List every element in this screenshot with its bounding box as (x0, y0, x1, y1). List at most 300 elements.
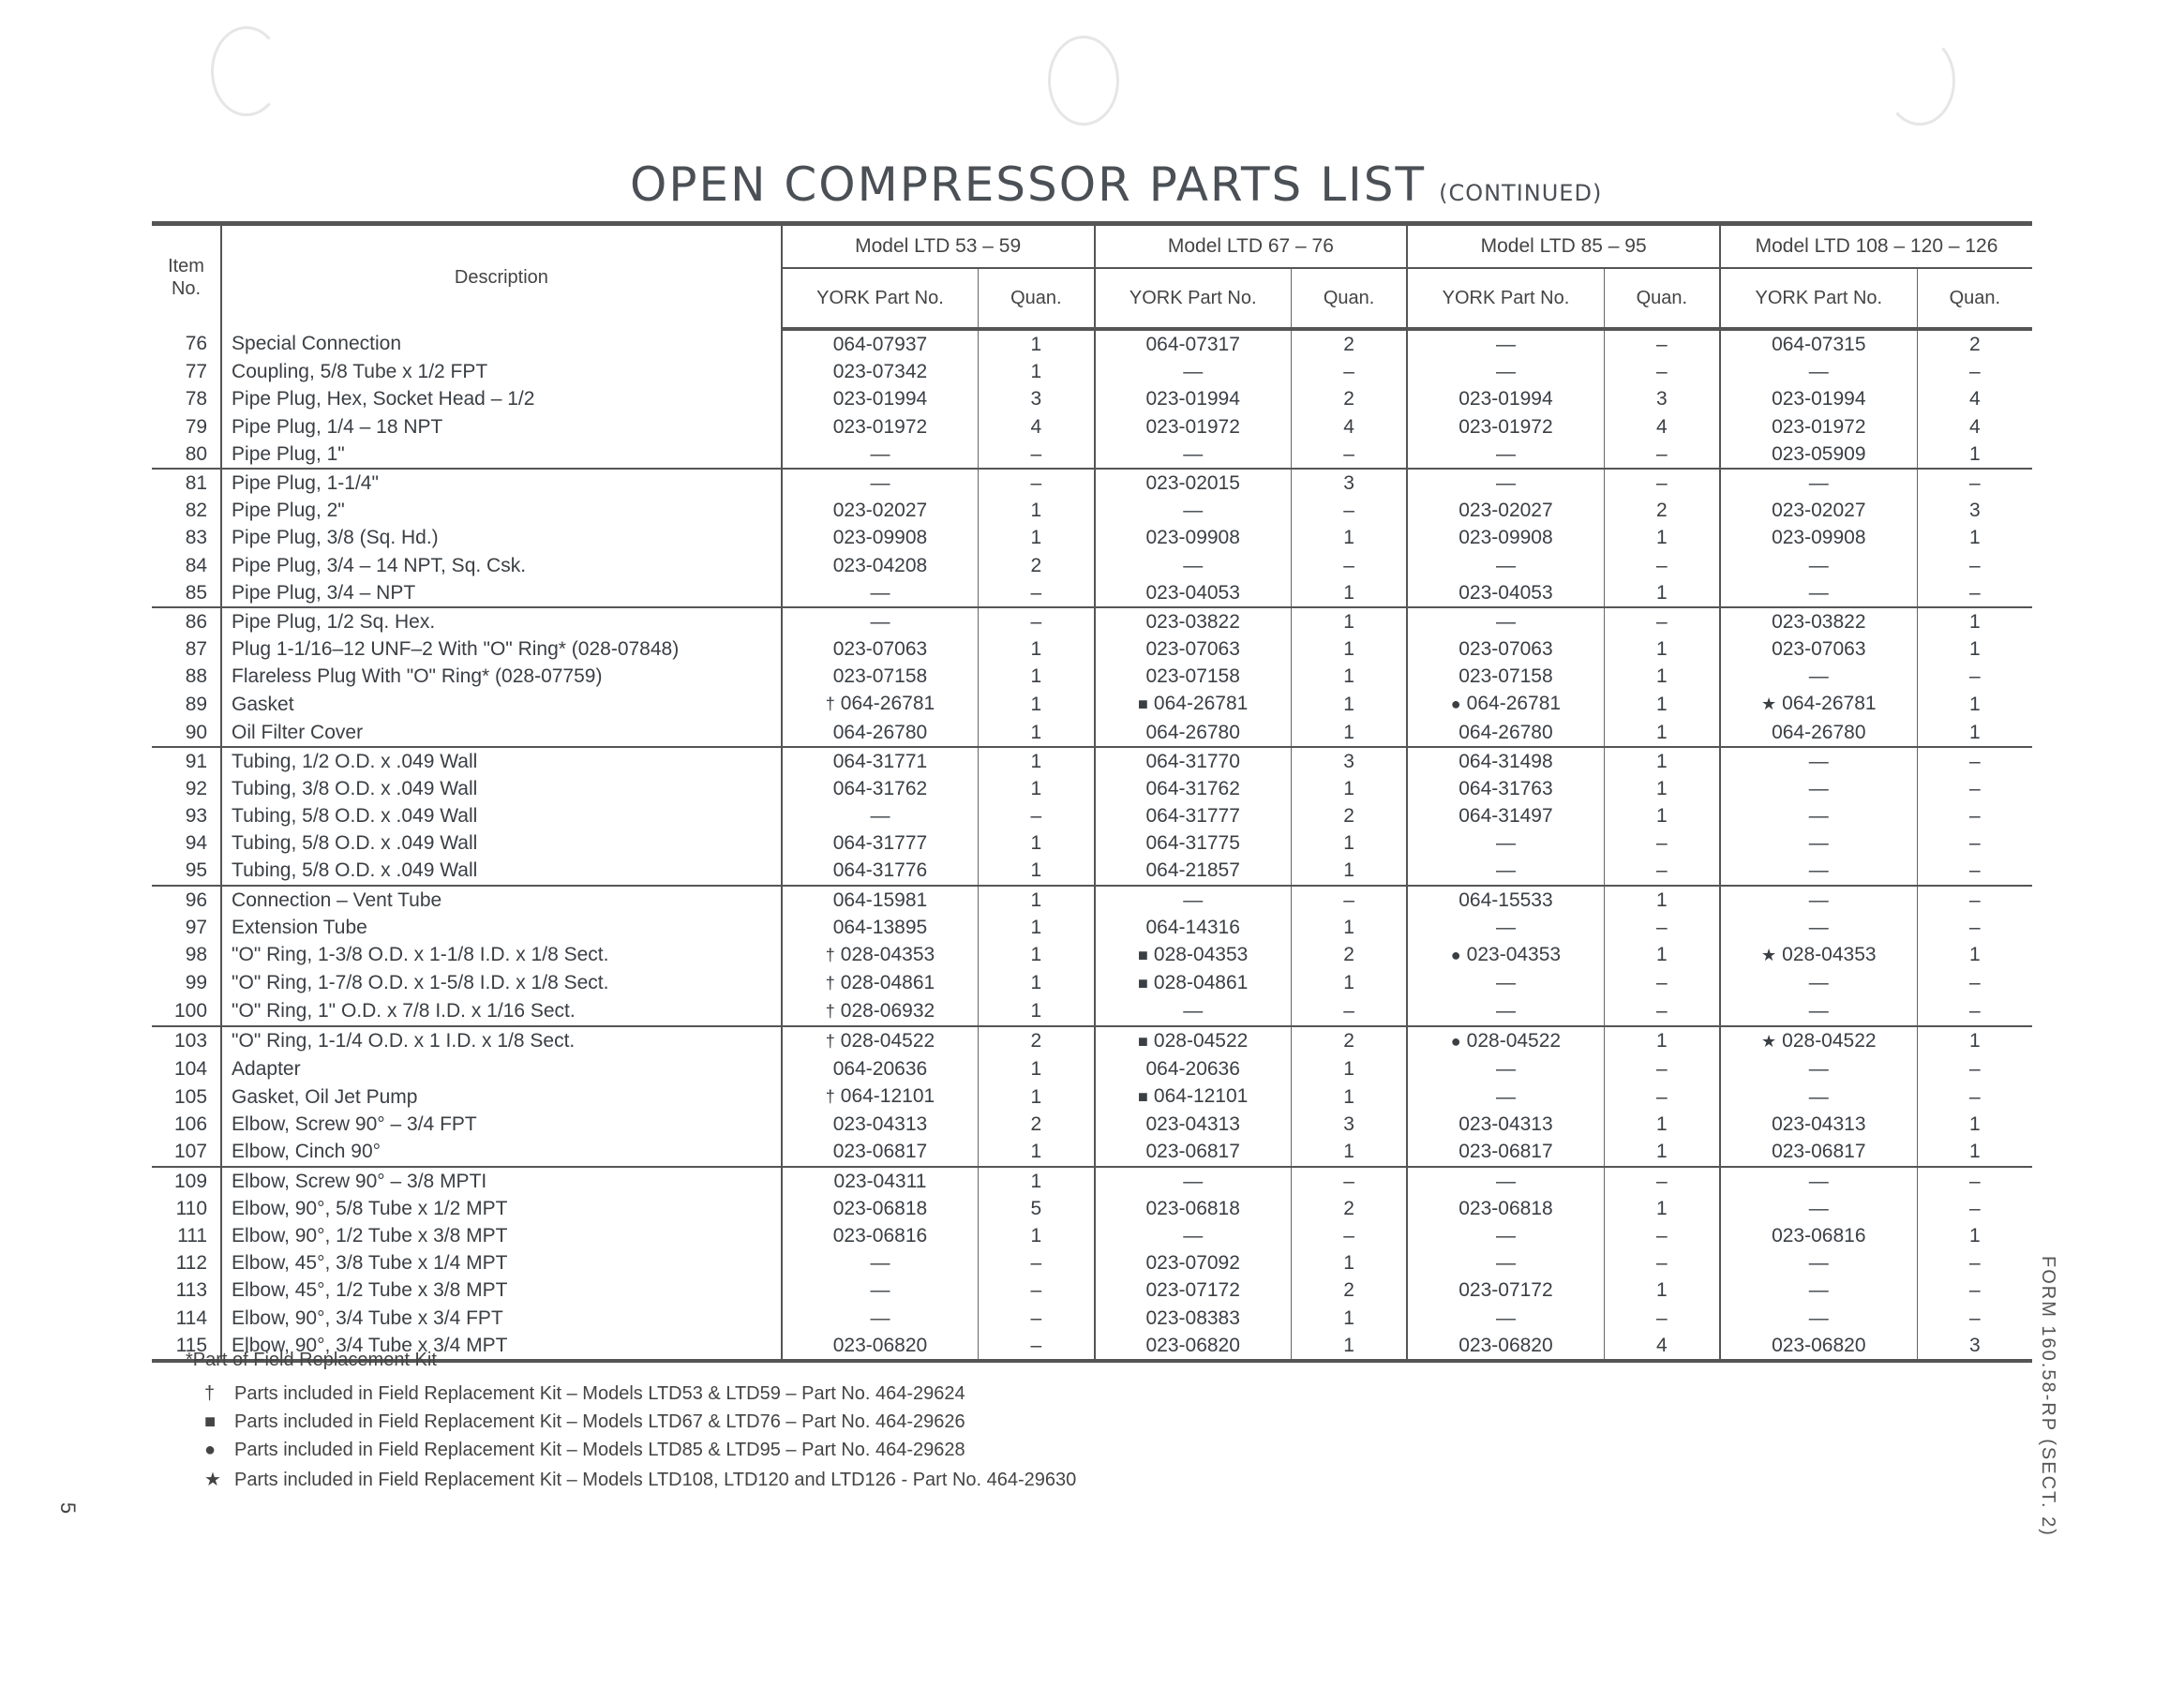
table-row (152, 440, 2032, 469)
part-number: — (1495, 361, 1516, 383)
item-number: 107 (152, 1138, 221, 1166)
parts-table (152, 221, 2032, 1363)
item-number: 80 (152, 440, 221, 469)
part-number: 023-02015 (1145, 472, 1240, 495)
table-row (152, 1138, 2032, 1166)
part-number: — (1808, 750, 1829, 772)
part-number-cell (1095, 1276, 1292, 1304)
table-row (152, 413, 2032, 440)
item-number: 112 (152, 1249, 221, 1276)
part-number: 064-07317 (1145, 334, 1240, 356)
quantity: 3 (1291, 469, 1407, 497)
part-number: 023-06820 (832, 1334, 928, 1356)
part-number: 023-01972 (1772, 415, 1866, 438)
part-number-cell (1720, 1111, 1917, 1138)
part-number-cell (1720, 1082, 1917, 1111)
part-number-cell (1095, 1082, 1292, 1111)
part-number: 023-04353 (1466, 943, 1562, 965)
part-number: 023-03822 (1772, 610, 1866, 633)
part-number-cell (1720, 857, 1917, 885)
item-number: 114 (152, 1304, 221, 1331)
part-number-cell (1720, 524, 1917, 551)
part-number: — (1808, 1058, 1829, 1081)
part-number-cell (1407, 635, 1604, 663)
kit-mark-icon: ■ (1138, 694, 1148, 714)
part-number-cell (782, 1082, 979, 1111)
kit-mark-icon: ● (1450, 1031, 1461, 1051)
item-number: 93 (152, 802, 221, 829)
part-number-cell (1407, 1055, 1604, 1082)
part-number: — (1183, 888, 1204, 911)
part-number: — (870, 581, 890, 604)
part-number-cell (1407, 1167, 1604, 1195)
quantity: – (979, 1276, 1095, 1304)
item-number: 111 (152, 1222, 221, 1249)
part-number: — (1183, 554, 1204, 576)
item-number: 87 (152, 635, 221, 663)
item-description: Tubing, 1/2 O.D. x .049 Wall (221, 747, 782, 775)
item-description: Tubing, 3/8 O.D. x .049 Wall (221, 775, 782, 802)
header-part-no: YORK Part No. (1407, 268, 1604, 329)
part-number-cell (1095, 690, 1292, 718)
quantity: 1 (979, 1138, 1095, 1166)
quantity: 1 (1291, 718, 1407, 746)
part-number-cell (782, 1026, 979, 1055)
part-number: 064-26781 (840, 693, 935, 715)
part-number-cell (1720, 663, 1917, 690)
part-number-cell (1407, 1111, 1604, 1138)
quantity: – (1604, 914, 1720, 941)
part-number-cell (1720, 440, 1917, 469)
table-row (152, 1082, 2032, 1111)
header-quan: Quan. (1604, 268, 1720, 329)
part-number: — (1808, 361, 1829, 383)
quantity: – (1968, 472, 1981, 495)
quantity: – (1968, 805, 1981, 828)
part-number-cell (1407, 747, 1604, 775)
item-description: Pipe Plug, 1" (221, 440, 782, 469)
part-number: 064-21857 (1145, 859, 1240, 882)
part-number: 023-02027 (832, 500, 928, 522)
item-description: Flareless Plug With "O" Ring* (028-07759) (221, 663, 782, 690)
item-number: 95 (152, 857, 221, 885)
part-number-cell (1095, 1111, 1292, 1138)
part-number-cell (1095, 469, 1292, 497)
kit-mark-icon: ★ (1761, 694, 1777, 714)
part-number-cell (1720, 1195, 1917, 1222)
part-number: 023-09908 (1145, 527, 1240, 549)
part-number: 023-06818 (1458, 1197, 1553, 1219)
item-description: Elbow, 90°, 1/2 Tube x 3/8 MPT (221, 1222, 782, 1249)
part-number: — (1183, 442, 1204, 465)
quantity: – (1291, 886, 1407, 914)
part-number-cell (1407, 358, 1604, 385)
part-number: 064-07937 (832, 334, 928, 356)
part-number-cell (782, 857, 979, 885)
part-number: — (1808, 777, 1829, 799)
part-number-cell (1095, 1055, 1292, 1082)
quantity: 1 (1291, 663, 1407, 690)
part-number-cell (1095, 579, 1292, 607)
quantity: 1 (1917, 1138, 2032, 1166)
item-description: Tubing, 5/8 O.D. x .049 Wall (221, 857, 782, 885)
footnote-asterisk: *Part of Field Replacement Kit (186, 1350, 437, 1370)
part-number-cell (1095, 607, 1292, 635)
quantity: 1 (1604, 663, 1720, 690)
part-number-cell (1407, 385, 1604, 412)
part-number: — (1808, 972, 1829, 994)
part-number-cell (1095, 1304, 1292, 1331)
quantity: – (1604, 552, 1720, 579)
kit-mark-icon: ★ (1761, 1031, 1777, 1051)
binder-hole (1884, 36, 1955, 126)
quantity: – (1968, 916, 1981, 938)
table-row (152, 941, 2032, 969)
part-number: — (1183, 1170, 1204, 1192)
header-model-ltd108: Model LTD 108 – 120 – 126 (1720, 224, 2032, 269)
part-number: 023-07092 (1145, 1252, 1240, 1275)
table-row (152, 663, 2032, 690)
part-number: 064-31763 (1458, 777, 1553, 799)
footnote-text: Parts included in Field Replacement Kit – Models LTD67 & LTD76 – Part No. 464-29626 (234, 1411, 965, 1432)
footnote-kit (204, 1411, 965, 1433)
part-number: 023-04313 (1458, 1113, 1553, 1136)
quantity: – (979, 469, 1095, 497)
quantity: 1 (1968, 1030, 1981, 1053)
part-number: 064-31497 (1458, 805, 1553, 828)
part-number-cell (1720, 552, 1917, 579)
part-number-cell (1720, 1222, 1917, 1249)
item-description: Extension Tube (221, 914, 782, 941)
part-number-cell (1407, 1249, 1604, 1276)
part-number-cell (1095, 941, 1292, 969)
table-row (152, 329, 2032, 358)
quantity: 4 (979, 413, 1095, 440)
quantity: 1 (979, 358, 1095, 385)
quantity: 4 (1604, 1332, 1720, 1361)
part-number: 064-26780 (1458, 721, 1553, 743)
quantity: 1 (1968, 944, 1981, 966)
quantity: 3 (1291, 1111, 1407, 1138)
part-number-cell (782, 829, 979, 857)
part-number-cell (1095, 1222, 1292, 1249)
part-number: 028-04522 (1782, 1029, 1877, 1052)
part-number: — (1808, 1085, 1829, 1108)
part-number: 023-06817 (1772, 1141, 1866, 1163)
part-number-cell (1720, 1332, 1917, 1361)
part-number-cell (1720, 1304, 1917, 1331)
part-number-cell (782, 358, 979, 385)
part-number-cell (1095, 857, 1292, 885)
quantity: 2 (1291, 1195, 1407, 1222)
quantity: 1 (979, 857, 1095, 885)
quantity: – (1604, 969, 1720, 997)
quantity: – (979, 1304, 1095, 1331)
part-number-cell (1095, 329, 1292, 358)
part-number: 064-12101 (840, 1085, 935, 1108)
quantity: 1 (1604, 802, 1720, 829)
part-number: — (1495, 972, 1516, 994)
quantity: 1 (979, 1055, 1095, 1082)
quantity: 1 (979, 969, 1095, 997)
quantity: – (979, 607, 1095, 635)
item-description: Coupling, 5/8 Tube x 1/2 FPT (221, 358, 782, 385)
item-number: 100 (152, 997, 221, 1026)
part-number-cell (1407, 1276, 1604, 1304)
part-number: 064-13895 (832, 916, 928, 938)
quantity: – (1917, 857, 2032, 885)
part-number-cell (1095, 524, 1292, 551)
part-number: — (1808, 916, 1829, 938)
part-number: — (1808, 472, 1829, 495)
quantity: – (1604, 329, 1720, 358)
part-number-cell (1407, 440, 1604, 469)
part-number: 023-01994 (1458, 388, 1553, 411)
item-number: 91 (152, 747, 221, 775)
item-description: Tubing, 5/8 O.D. x .049 Wall (221, 829, 782, 857)
table-row (152, 829, 2032, 857)
part-number-cell (1407, 1082, 1604, 1111)
part-number-cell (1095, 440, 1292, 469)
kit-mark-icon: ● (204, 1440, 217, 1460)
table-row (152, 914, 2032, 941)
part-number: 064-31498 (1458, 750, 1553, 772)
quantity: 1 (1291, 914, 1407, 941)
item-number: 82 (152, 497, 221, 524)
quantity: – (1291, 440, 1407, 469)
kit-mark-icon: ★ (204, 1470, 221, 1490)
part-number-cell (1095, 914, 1292, 941)
part-number: 023-01994 (832, 388, 928, 411)
quantity: 1 (1291, 1304, 1407, 1331)
part-number-cell (782, 886, 979, 914)
part-number: 064-26780 (1145, 721, 1240, 743)
part-number: — (1808, 1000, 1829, 1023)
item-number: 81 (152, 469, 221, 497)
quantity: – (1968, 972, 1981, 994)
item-description: Gasket, Oil Jet Pump (221, 1082, 782, 1111)
quantity: 1 (979, 886, 1095, 914)
quantity: 4 (1968, 415, 1981, 438)
quantity: – (1604, 469, 1720, 497)
part-number: 023-04313 (1772, 1113, 1866, 1136)
part-number: — (1495, 1306, 1516, 1329)
table-row (152, 1249, 2032, 1276)
part-number-cell (1095, 1249, 1292, 1276)
part-number-cell (782, 747, 979, 775)
table-row (152, 1055, 2032, 1082)
part-number-cell (1095, 497, 1292, 524)
part-number: — (1808, 1279, 1829, 1302)
item-description: Elbow, 45°, 3/8 Tube x 1/4 MPT (221, 1249, 782, 1276)
footnote-kit (204, 1440, 965, 1461)
quantity: 1 (1968, 638, 1981, 661)
part-number: 023-07158 (1145, 665, 1240, 688)
quantity: 1 (1604, 635, 1720, 663)
kit-mark-icon: ■ (204, 1411, 217, 1432)
part-number-cell (782, 1249, 979, 1276)
part-number: — (1495, 472, 1516, 495)
part-number: 023-06818 (1145, 1197, 1240, 1219)
quantity: 1 (979, 1082, 1095, 1111)
quantity: 5 (979, 1195, 1095, 1222)
quantity: – (1968, 750, 1981, 772)
page-number: 5 (56, 1501, 81, 1515)
header-quan: Quan. (1291, 268, 1407, 329)
part-number: 023-05909 (1772, 442, 1866, 465)
part-number: — (1808, 1170, 1829, 1192)
quantity: – (1968, 1279, 1981, 1302)
footnote-text: Parts included in Field Replacement Kit – Models LTD85 & LTD95 – Part No. 464-29628 (234, 1440, 965, 1460)
part-number-cell (1095, 775, 1292, 802)
item-number: 99 (152, 969, 221, 997)
item-number: 92 (152, 775, 221, 802)
part-number: 028-04353 (1782, 943, 1877, 965)
title-sub: (CONTINUED) (1439, 180, 1603, 206)
part-number-cell (782, 775, 979, 802)
quantity: 2 (1291, 385, 1407, 412)
part-number-cell (1407, 1195, 1604, 1222)
quantity: – (1604, 607, 1720, 635)
part-number-cell (782, 329, 979, 358)
part-number: 023-06820 (1145, 1334, 1240, 1356)
quantity: 4 (1291, 413, 1407, 440)
quantity: 1 (1291, 607, 1407, 635)
part-number: 064-26781 (1153, 693, 1249, 715)
part-number-cell (782, 1332, 979, 1361)
part-number: 023-02027 (1772, 500, 1866, 522)
part-number: — (870, 472, 890, 495)
table-row (152, 1167, 2032, 1195)
quantity: 1 (1604, 690, 1720, 718)
item-description: Pipe Plug, Hex, Socket Head – 1/2 (221, 385, 782, 412)
quantity: – (1604, 358, 1720, 385)
part-number: — (1808, 888, 1829, 911)
part-number: 023-01994 (1145, 388, 1240, 411)
quantity: 2 (1291, 1276, 1407, 1304)
header-item-no: Item No. (152, 224, 221, 330)
part-number-cell (1720, 802, 1917, 829)
part-number: — (1183, 500, 1204, 522)
quantity: 1 (1968, 1113, 1981, 1136)
part-number-cell (1720, 775, 1917, 802)
item-description: Pipe Plug, 1-1/4" (221, 469, 782, 497)
quantity: 1 (1604, 941, 1720, 969)
item-description: Pipe Plug, 3/8 (Sq. Hd.) (221, 524, 782, 551)
part-number: 028-04861 (1153, 971, 1249, 993)
quantity: – (979, 440, 1095, 469)
quantity: 1 (1917, 718, 2032, 746)
part-number-cell (1407, 857, 1604, 885)
part-number: 064-31762 (1145, 777, 1240, 799)
part-number: — (870, 1279, 890, 1302)
item-number: 97 (152, 914, 221, 941)
quantity: 2 (979, 1026, 1095, 1055)
kit-mark-icon: ● (1450, 694, 1461, 714)
part-number-cell (1407, 524, 1604, 551)
part-number: 064-31762 (832, 777, 928, 799)
quantity: 1 (1291, 829, 1407, 857)
part-number-cell (782, 413, 979, 440)
item-number: 110 (152, 1195, 221, 1222)
item-number: 78 (152, 385, 221, 412)
part-number-cell (1095, 886, 1292, 914)
part-number: 023-07172 (1145, 1279, 1240, 1302)
part-number-cell (1407, 829, 1604, 857)
table-row (152, 690, 2032, 718)
part-number: 023-06818 (832, 1197, 928, 1219)
part-number: 023-03822 (1145, 610, 1240, 633)
part-number: 028-04522 (1153, 1029, 1249, 1052)
part-number: 023-04311 (833, 1170, 927, 1192)
part-number: 064-15533 (1458, 888, 1553, 911)
quantity: – (1291, 1167, 1407, 1195)
part-number-cell (1720, 1167, 1917, 1195)
part-number-cell (1095, 1138, 1292, 1166)
footnote-kit (204, 1383, 965, 1405)
part-number-cell (1720, 469, 1917, 497)
part-number-cell (1095, 997, 1292, 1026)
part-number-cell (1095, 802, 1292, 829)
kit-mark-icon: † (825, 1031, 835, 1051)
item-description: Elbow, Cinch 90° (221, 1138, 782, 1166)
quantity: – (1968, 361, 1981, 383)
part-number: 023-06817 (832, 1141, 928, 1163)
item-description: Elbow, 90°, 3/4 Tube x 3/4 FPT (221, 1304, 782, 1331)
part-number: — (1495, 1252, 1516, 1275)
quantity: 1 (979, 663, 1095, 690)
part-number-cell (782, 607, 979, 635)
part-number: 023-06816 (832, 1224, 928, 1247)
item-number: 79 (152, 413, 221, 440)
quantity: – (1604, 1055, 1720, 1082)
kit-mark-icon: ■ (1138, 973, 1148, 993)
item-description: Pipe Plug, 1/4 – 18 NPT (221, 413, 782, 440)
part-number: — (1183, 1224, 1204, 1247)
quantity: – (1291, 358, 1407, 385)
part-number-cell (1095, 747, 1292, 775)
item-number: 89 (152, 690, 221, 718)
quantity: 1 (1917, 440, 2032, 469)
part-number: 064-31777 (1145, 805, 1240, 828)
part-number-cell (782, 1055, 979, 1082)
part-number: — (870, 610, 890, 633)
quantity: 2 (1291, 329, 1407, 358)
part-number: 023-04053 (1458, 581, 1553, 604)
part-number-cell (1407, 997, 1604, 1026)
item-description: Pipe Plug, 3/4 – NPT (221, 579, 782, 607)
part-number: — (870, 442, 890, 465)
part-number-cell (782, 1195, 979, 1222)
part-number: — (1495, 554, 1516, 576)
item-description: Adapter (221, 1055, 782, 1082)
item-number: 103 (152, 1026, 221, 1055)
part-number: 023-02027 (1458, 500, 1553, 522)
table-row (152, 635, 2032, 663)
header-part-no: YORK Part No. (1095, 268, 1292, 329)
quantity: 1 (979, 775, 1095, 802)
quantity: 1 (1604, 1026, 1720, 1055)
part-number: — (1495, 1170, 1516, 1192)
part-number-cell (1095, 358, 1292, 385)
item-description: Plug 1-1/16–12 UNF–2 With "O" Ring* (028-07848) (221, 635, 782, 663)
part-number: 064-26781 (1466, 693, 1562, 715)
quantity: 3 (1968, 500, 1981, 522)
part-number-cell (1720, 358, 1917, 385)
part-number-cell (1720, 1249, 1917, 1276)
item-description: Special Connection (221, 329, 782, 358)
quantity: – (979, 1249, 1095, 1276)
